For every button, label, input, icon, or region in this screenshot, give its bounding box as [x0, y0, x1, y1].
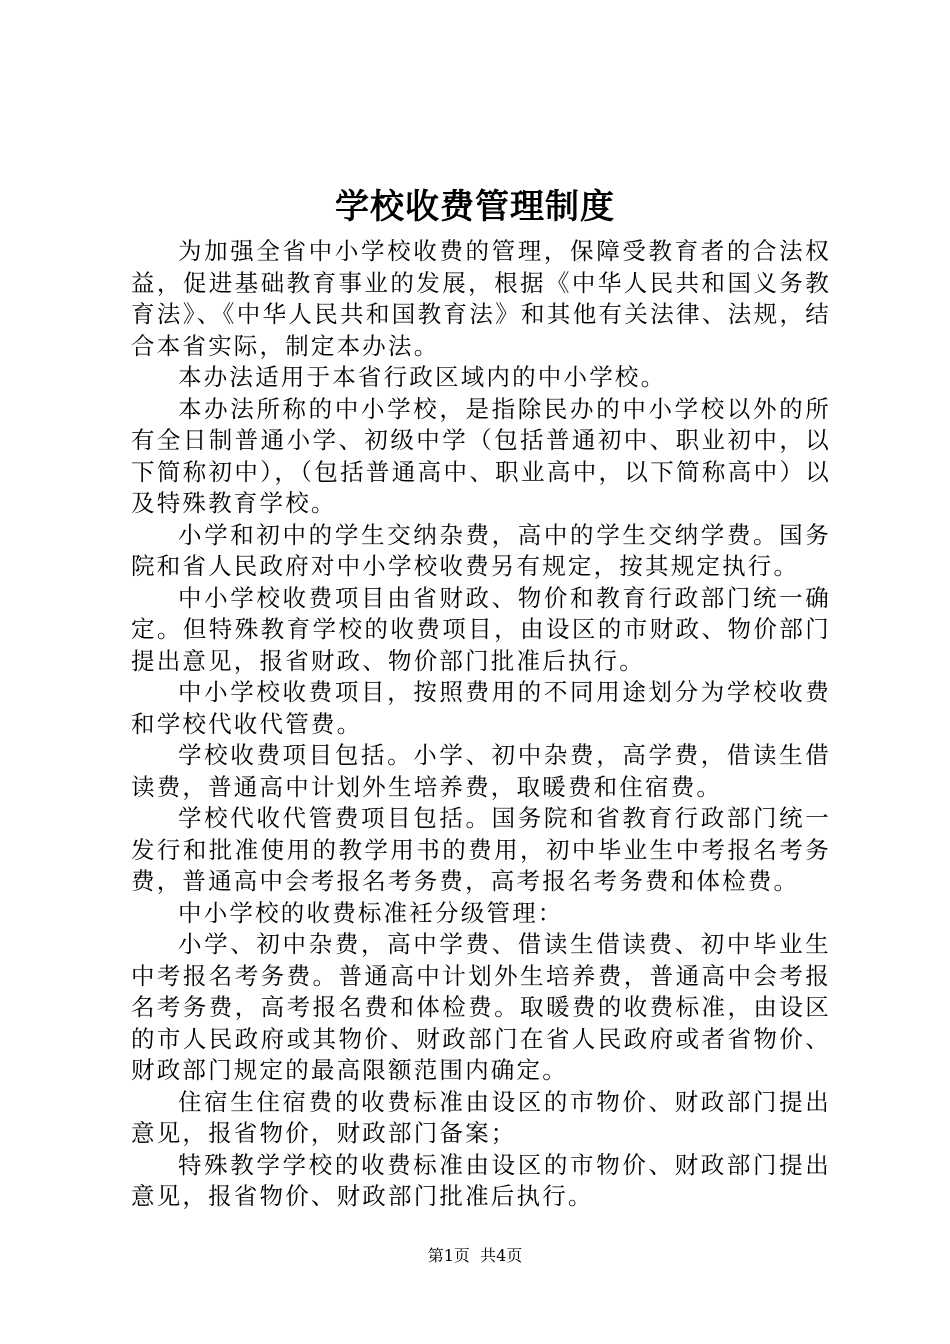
- paragraph: 特殊教学学校的收费标准由设区的市物价、财政部门提出意见，报省物价、财政部门批准后执行。: [131, 1150, 831, 1210]
- page-number: 第1页: [427, 1246, 470, 1265]
- footer-separator: [470, 1246, 480, 1265]
- paragraph: 小学、初中杂费，高中学费、借读生借读费、初中毕业生中考报名考务费。普通高中计划外生培养费，普通高中会考报名考务费，高考报名费和体检费。取暖费的收费标准，由设区的市人民政府或其物价、财政部门在省人民政府或者省物价、财政部门规定的最高限额范围内确定。: [131, 930, 831, 1084]
- paragraph: 学校收费项目包括。小学、初中杂费，高学费，借读生借读费，普通高中计划外生培养费，取暖费和住宿费。: [131, 741, 831, 801]
- paragraph: 本办法适用于本省行政区域内的中小学校。: [178, 363, 667, 391]
- paragraph: 本办法所称的中小学校，是指除民办的中小学校以外的所有全日制普通小学、初级中学（包括普通初中、职业初中，以下简称初中），（包括普通高中、职业高中，以下简称高中）以及特殊教育学校。: [131, 394, 831, 517]
- paragraph: 中小学校收费项目由省财政、物价和教育行政部门统一确定。但特殊教育学校的收费项目，由设区的市财政、物价部门提出意见，报省财政、物价部门批准后执行。: [131, 583, 831, 675]
- paragraph: 中小学校收费项目，按照费用的不同用途划分为学校收费和学校代收代管费。: [131, 678, 831, 738]
- paragraph: 学校代收代管费项目包括。国务院和省教育行政部门统一发行和批准使用的教学用书的费用，初中毕业生中考报名考务费，普通高中会考报名考务费，高考报名考务费和体检费。: [131, 804, 831, 895]
- document-title: 学校收费管理制度: [335, 187, 615, 227]
- paragraph: 中小学校的收费标准衽分级管理：: [178, 898, 564, 927]
- page-footer: [0, 1245, 950, 1267]
- paragraph: 小学和初中的学生交纳杂费，高中的学生交纳学费。国务院和省人民政府对中小学校收费另有规定，按其规定执行。: [131, 520, 831, 580]
- document-body: [131, 236, 831, 1213]
- paragraph: 住宿生住宿费的收费标准由设区的市物价、财政部门提出意见，报省物价，财政部门备案；: [131, 1087, 831, 1147]
- paragraph: 为加强全省中小学校收费的管理，保障受教育者的合法权益，促进基础教育事业的发展，根据《中华人民共和国义务教育法》、《中华人民共和国教育法》和其他有关法律、法规，结合本省实际，制定本办法。: [131, 237, 831, 360]
- page-total: 共4页: [480, 1246, 523, 1265]
